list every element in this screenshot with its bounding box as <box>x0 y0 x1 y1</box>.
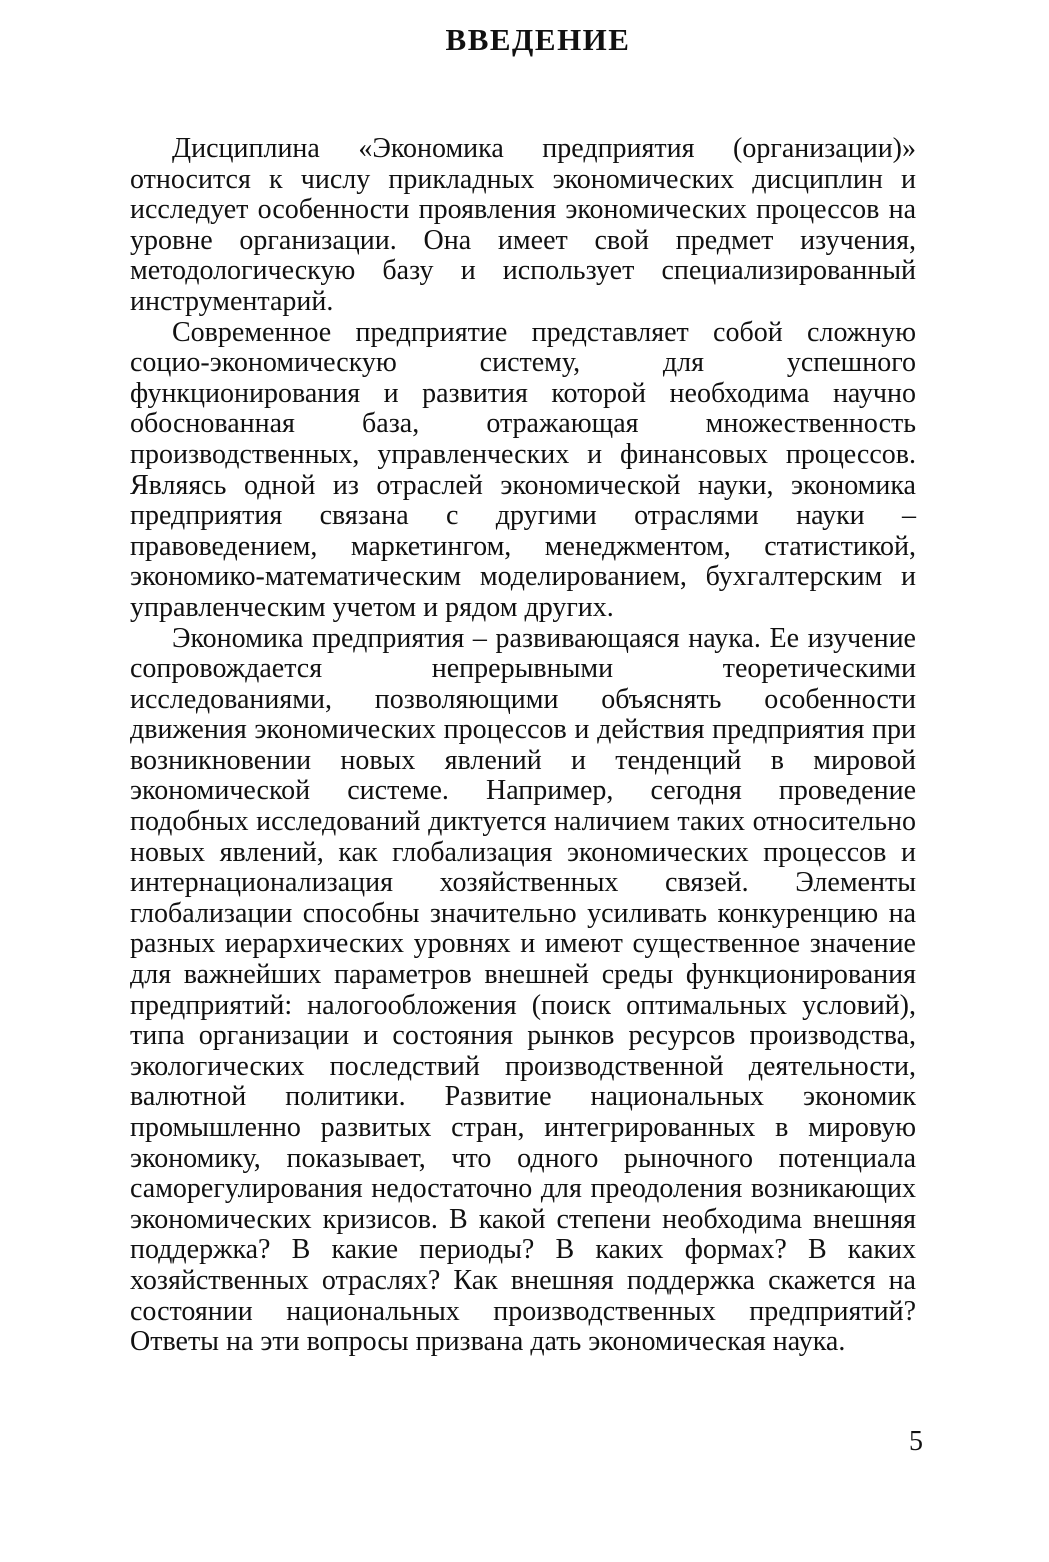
body-text <box>130 134 916 1358</box>
page-title: ВВЕДЕНИЕ <box>445 22 631 57</box>
paragraph-2: Современное предприятие представляет собой сложную социо-экономическую систему, для успешного функционирования и развития которой необходима научно обоснованная база, отражающая множественность производственных, управленческих и финансовых процессов. Являясь одной из отраслей экономической науки, экономика предприятия связана с другими отраслями науки – правоведением, маркетингом, менеджментом, статистикой, экономико-математическим моделированием, бухгалтерским и управленческим учетом и рядом других. <box>130 316 916 623</box>
paragraph-3: Экономика предприятия – развивающаяся наука. Ее изучение сопровождается непрерывными теоретическими исследованиями, позволяющими объяснять особенности движения экономических процессов и действия предприятия при возникновении новых явлений и тенденций в мировой экономической системе. Например, сегодня проведение подобных исследований диктуется наличием таких относительно новых явлений, как глобализация экономических процессов и интернационализация хозяйственных связей. Элементы глобализации способны значительно усиливать конкуренцию на разных иерархических уровнях и имеют существенное значение для важнейших параметров внешней среды функционирования предприятий: налогообложения (поиск оптимальных условий), типа организации и состояния рынков ресурсов производства, экологических последствий производственной деятельности, валютной политики. Развитие национальных экономик промышленно развитых стран, интегрированных в мировую экономику, показывает, что одного рыночного потенциала саморегулирования недостаточно для преодоления возникающих экономических кризисов. В какой степени необходима внешняя поддержка? В какие периоды? В каких формах? В каких хозяйственных отраслях? Как внешняя поддержка скажется на состоянии национальных производственных предприятий? Ответы на эти вопросы призвана дать экономическая наука. <box>130 622 916 1358</box>
paragraph-1: Дисциплина «Экономика предприятия (организации)» относится к числу прикладных экономических дисциплин и исследует особенности проявления экономических процессов на уровне организации. Она имеет свой предмет изучения, методологическую базу и использует специализированный инструментарий. <box>130 133 916 317</box>
page-number: 5 <box>909 1426 923 1457</box>
